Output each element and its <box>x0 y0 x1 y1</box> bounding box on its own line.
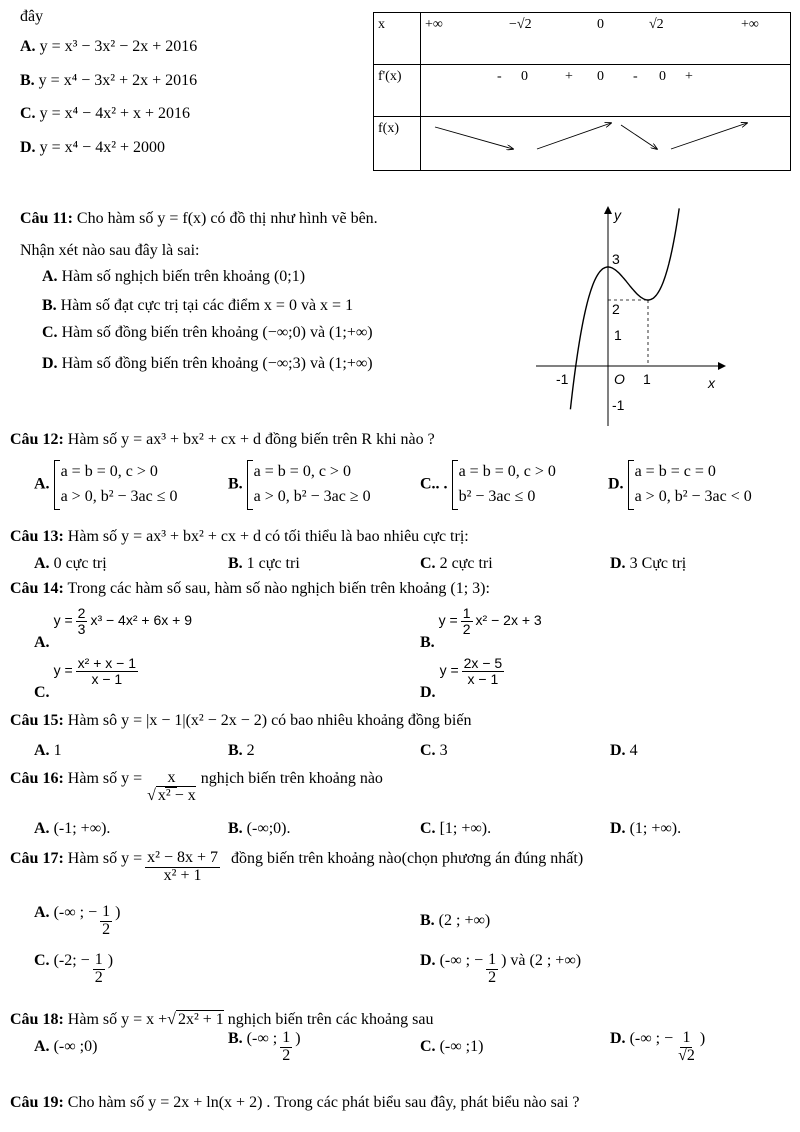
q15-stem <box>10 712 471 730</box>
vt-x-label-cell <box>374 13 421 65</box>
q12-option-c[interactable] <box>420 460 556 510</box>
option-label: D. <box>610 555 626 572</box>
option-label: C. <box>420 742 436 759</box>
formula-part: (-2; − <box>53 951 90 969</box>
option-label: D. <box>608 475 624 493</box>
vt-x-values-cell <box>421 13 791 65</box>
fraction <box>461 606 473 636</box>
system-line: b² − 3ac ≤ 0 <box>458 487 536 505</box>
question-number: Câu 14: <box>10 580 64 597</box>
option-system <box>247 460 371 510</box>
vt-x-value: +∞ <box>741 17 759 32</box>
system-line: a = b = 0, c > 0 <box>60 463 158 480</box>
option-label: C. <box>20 105 36 122</box>
option-system <box>628 460 752 510</box>
formula-part: x³ − 4x² + 6x + 9 <box>90 611 192 628</box>
formula-part: y = <box>439 661 459 678</box>
q14-option-a[interactable] <box>34 605 192 651</box>
vt-f-arrows-cell <box>421 117 791 171</box>
fraction-num: 2 <box>77 605 86 621</box>
fraction-num: x² + x − 1 <box>77 655 136 671</box>
question-number: Câu 18: <box>10 1011 64 1028</box>
option-label: A. <box>20 38 36 55</box>
option-system <box>54 460 178 510</box>
system-line: a = b = c = 0 <box>634 463 716 480</box>
option-label: B. <box>20 72 35 89</box>
fraction <box>100 904 112 939</box>
vt-fp-sign: + <box>565 69 573 84</box>
vt-x-label: x <box>378 17 385 32</box>
option-text: 2 <box>246 742 255 759</box>
formula-part: x² − 2x + 3 <box>475 611 542 628</box>
formula-part: ) <box>107 951 114 969</box>
option-text: 1 <box>53 742 62 759</box>
q13-option-a[interactable] <box>34 555 107 573</box>
option-label: A. <box>34 633 50 651</box>
q12-option-b[interactable] <box>228 460 371 510</box>
option-text: [1; +∞). <box>439 820 492 837</box>
fraction-num: 1 <box>282 1029 291 1046</box>
vt-fp-values-cell <box>421 65 791 117</box>
q14-option-b[interactable] <box>420 605 542 651</box>
q17-option-d[interactable] <box>420 952 581 987</box>
option-label: C.. . <box>420 475 448 493</box>
option-text: 3 <box>439 742 448 759</box>
system-line: a > 0, b² − 3ac ≤ 0 <box>60 487 178 505</box>
option-label: D. <box>42 355 58 372</box>
q13-option-b[interactable] <box>228 555 300 573</box>
option-label: B. <box>228 1029 243 1047</box>
option-formula: y = x⁴ − 3x² + 2x + 2016 <box>38 72 198 89</box>
fraction <box>280 1030 292 1065</box>
fraction <box>93 952 105 987</box>
option-text: Hàm số đạt cực trị tại các điểm x = 0 và x = 1 <box>60 297 354 314</box>
q12-stem <box>10 431 435 449</box>
q16-option-d[interactable] <box>610 820 681 838</box>
option-label: A. <box>34 555 50 572</box>
option-label: B. <box>420 912 435 929</box>
q11-prompt: Nhận xét nào sau đây là sai: <box>20 242 200 259</box>
question-number: Câu 12: <box>10 431 64 448</box>
formula-part: y = <box>121 849 143 867</box>
q17-stem <box>10 850 583 885</box>
option-text: (-1; +∞). <box>53 820 111 837</box>
formula-part: ) và (2 ; +∞) <box>501 951 582 969</box>
question-text: Hàm sô y = |x − 1|(x² − 2x − 2) có bao nhiêu khoảng đồng biến <box>67 712 472 729</box>
prev-option-b[interactable] <box>20 72 197 90</box>
q16-option-b[interactable] <box>228 820 291 838</box>
question-number: Câu 11: <box>20 210 73 227</box>
option-label: D. <box>610 742 626 759</box>
fraction <box>462 656 505 686</box>
vt-fp-label-cell <box>374 65 421 117</box>
question-text: nghịch biến trên các khoảng sau <box>227 1011 434 1028</box>
q18-option-b[interactable] <box>228 1030 301 1065</box>
x-axis-label: x <box>708 375 715 391</box>
q18-option-d[interactable] <box>610 1030 705 1065</box>
option-label: D. <box>20 139 36 156</box>
question-text: nghịch biến trên khoảng nào <box>200 769 383 787</box>
option-text: (-∞;0). <box>246 820 291 837</box>
origin-label: O <box>614 371 625 387</box>
option-label: A. <box>34 903 50 921</box>
arrow-up <box>537 123 611 149</box>
question-text: Hàm số <box>67 849 118 867</box>
q11-option-b[interactable] <box>42 297 353 315</box>
vt-fp-sign: - <box>633 69 638 84</box>
tick-label-ym1: -1 <box>612 397 625 413</box>
option-system <box>452 460 556 510</box>
fraction <box>676 1030 697 1065</box>
option-formula: y = x⁴ − 4x² + 2000 <box>39 139 166 156</box>
q19-stem <box>10 1094 580 1112</box>
formula-part: y = <box>53 661 73 678</box>
option-text: 3 Cực trị <box>629 555 687 572</box>
prev-question-tail: đây <box>20 8 44 25</box>
system-line: a = b = 0, c > 0 <box>458 463 556 480</box>
q16-option-c[interactable] <box>420 820 491 838</box>
tick-label-y3: 3 <box>612 251 620 267</box>
fraction-den: x − 1 <box>91 670 123 687</box>
question-number: Câu 19: <box>10 1094 64 1111</box>
q11-option-d[interactable] <box>42 355 373 373</box>
vt-fp-sign: 0 <box>597 69 604 84</box>
option-text: 4 <box>629 742 638 759</box>
option-text: (2 ; +∞) <box>438 912 491 929</box>
q11-graph <box>530 200 730 428</box>
fraction <box>486 952 498 987</box>
q15-option-c[interactable] <box>420 742 448 760</box>
q14-option-c[interactable] <box>34 655 141 701</box>
fraction-den: 2 <box>462 620 471 637</box>
fraction-num: 1 <box>488 951 497 968</box>
prev-option-c[interactable] <box>20 105 190 123</box>
fraction <box>145 770 198 805</box>
question-text: Cho hàm số y = 2x + ln(x + 2) . Trong các phát biểu sau đây, phát biểu nào sai ? <box>67 1094 580 1111</box>
fraction-num: 1 <box>94 951 103 968</box>
option-label: C. <box>34 951 50 969</box>
option-label: D. <box>420 683 436 701</box>
fraction <box>76 656 138 686</box>
sqrt-content: 2x² + 1 <box>177 1011 224 1028</box>
q18-option-a[interactable] <box>34 1038 97 1056</box>
option-label: B. <box>228 555 243 572</box>
option-label: D. <box>610 820 626 837</box>
q13-option-d[interactable] <box>610 555 686 573</box>
option-label: D. <box>420 951 436 969</box>
system-line: a > 0, b² − 3ac ≥ 0 <box>253 487 371 505</box>
option-text: (-∞ ;1) <box>439 1038 484 1055</box>
q18-stem: Câu 18: Hàm số y = x +√ 2x² + 1 nghịch biến trên các khoảng sau <box>10 1011 434 1028</box>
q11-option-c[interactable] <box>42 324 373 342</box>
question-number: Câu 17: <box>10 849 64 867</box>
formula-part: y = <box>438 611 458 628</box>
vt-fp-sign: + <box>685 69 693 84</box>
option-label: B. <box>228 475 243 493</box>
option-label: A. <box>34 475 50 493</box>
q12-option-a[interactable] <box>34 460 178 510</box>
q17-option-c[interactable] <box>34 952 113 987</box>
q15-option-d[interactable] <box>610 742 638 760</box>
question-text: Trong các hàm số sau, hàm số nào nghịch biến trên khoảng (1; 3): <box>67 580 490 597</box>
q11-option-a[interactable] <box>42 268 305 286</box>
fraction-den: 2 <box>94 968 103 986</box>
vt-x-value: −√2 <box>509 17 532 32</box>
vt-f-label: f(x) <box>378 121 399 136</box>
fraction-den: 2 <box>488 968 497 986</box>
option-label: A. <box>34 1038 50 1055</box>
formula-part: (-∞ ; <box>246 1029 278 1047</box>
prev-option-d[interactable] <box>20 139 165 157</box>
q17-option-a[interactable] <box>34 904 120 939</box>
question-number: Câu 16: <box>10 769 64 787</box>
question-number: Câu 15: <box>10 712 64 729</box>
option-label: A. <box>42 268 58 285</box>
option-label: B. <box>228 820 243 837</box>
formula-part: y = <box>53 611 73 628</box>
prev-option-a[interactable] <box>20 38 197 56</box>
option-text: Hàm số nghịch biến trên khoảng (0;1) <box>61 268 306 285</box>
option-text: (-∞ ;0) <box>53 1038 98 1055</box>
vt-fp-sign: 0 <box>521 69 528 84</box>
option-label: C. <box>420 820 436 837</box>
fraction-den: 3 <box>77 620 86 637</box>
tick-label-x1: 1 <box>643 371 651 387</box>
tick-label-y2: 2 <box>612 301 620 317</box>
q13-stem <box>10 528 469 546</box>
vt-arrows <box>421 117 791 171</box>
q14-stem <box>10 580 490 598</box>
arrow-down <box>621 125 657 149</box>
option-label: B. <box>42 297 57 314</box>
q16-stem <box>10 770 383 805</box>
q17-option-b[interactable] <box>420 912 490 930</box>
system-line: a = b = 0, c > 0 <box>253 463 351 480</box>
fraction-den: √ x² − x <box>147 786 196 804</box>
vt-fp-sign: - <box>497 69 502 84</box>
option-label: C. <box>420 1038 436 1055</box>
tick-label-y1: 1 <box>614 327 622 343</box>
fraction-num: x² − 8x + 7 <box>147 849 218 866</box>
q15-option-a[interactable] <box>34 742 62 760</box>
option-label: B. <box>228 742 243 759</box>
option-text: Hàm số đồng biến trên khoảng (−∞;0) và (1;+∞) <box>61 324 373 341</box>
formula-part: ) <box>699 1029 706 1047</box>
question-text: đồng biến trên khoảng nào(chọn phương án đúng nhất) <box>230 849 584 867</box>
formula-part: (-∞ ; − <box>439 951 484 969</box>
arrow-up <box>671 123 747 149</box>
vt-x-value: √2 <box>649 17 664 32</box>
fraction-den: 2 <box>282 1046 291 1064</box>
option-label: C. <box>420 555 436 572</box>
option-label: A. <box>34 820 50 837</box>
tick-label-xm1: -1 <box>556 371 569 387</box>
q18-option-c[interactable] <box>420 1038 483 1056</box>
vt-f-label-cell <box>374 117 421 171</box>
q11-stem <box>20 210 378 228</box>
q16-option-a[interactable] <box>34 820 110 838</box>
option-label: D. <box>610 1029 626 1047</box>
question-text: Hàm số <box>67 769 118 787</box>
formula-part: (-∞ ; − <box>629 1029 674 1047</box>
option-text: (1; +∞). <box>629 820 682 837</box>
question-text: Hàm số y = ax³ + bx² + cx + d đồng biến trên R khi nào ? <box>67 431 435 448</box>
formula-part: Hàm số y = x + <box>67 1011 168 1028</box>
q13-option-c[interactable] <box>420 555 493 573</box>
fraction <box>76 606 88 636</box>
arrow-down <box>435 127 513 149</box>
system-line: a > 0, b² − 3ac < 0 <box>634 487 752 505</box>
q12-option-d[interactable] <box>608 460 752 510</box>
option-formula: y = x³ − 3x² − 2x + 2016 <box>39 38 198 55</box>
formula-part: ) <box>295 1029 301 1047</box>
fraction-den: √2 <box>678 1046 695 1064</box>
formula-part: y = <box>121 769 143 787</box>
option-label: A. <box>34 742 50 759</box>
vt-fp-label: f'(x) <box>378 69 402 84</box>
fraction-num: 1 <box>682 1029 691 1046</box>
fraction-den: 2 <box>102 920 111 938</box>
option-label: C. <box>42 324 58 341</box>
vt-x-value: 0 <box>597 17 604 32</box>
option-text: 2 cực tri <box>439 555 493 572</box>
option-label: B. <box>420 633 435 651</box>
vt-x-value: +∞ <box>425 17 443 32</box>
q14-option-d[interactable] <box>420 655 507 701</box>
fraction-num: 2x − 5 <box>463 655 503 671</box>
question-number: Câu 13: <box>10 528 64 545</box>
fraction-num: 1 <box>462 605 471 621</box>
fraction-den: x² + 1 <box>163 866 202 884</box>
option-text: 0 cực trị <box>53 555 107 572</box>
formula-part: (-∞ ; − <box>53 903 98 921</box>
q15-option-b[interactable] <box>228 742 255 760</box>
option-text: 1 cực tri <box>246 555 300 572</box>
fraction-num: x <box>167 769 176 786</box>
y-axis-label: y <box>614 207 621 223</box>
option-formula: y = x⁴ − 4x² + x + 2016 <box>39 105 191 122</box>
sqrt-content: x² − x <box>157 786 196 804</box>
fraction <box>145 850 220 885</box>
variation-table <box>373 12 791 171</box>
option-text: Hàm số đồng biến trên khoảng (−∞;3) và (1;+∞) <box>61 355 373 372</box>
option-label: C. <box>34 683 50 701</box>
question-text: Cho hàm số y = f(x) có đồ thị như hình vẽ bên. <box>76 210 378 227</box>
vt-fp-sign: 0 <box>659 69 666 84</box>
fraction-num: 1 <box>102 903 111 920</box>
fraction-den: x − 1 <box>467 670 499 687</box>
formula-part: ) <box>115 903 121 921</box>
question-text: Hàm số y = ax³ + bx² + cx + d có tối thiểu là bao nhiêu cực trị: <box>67 528 469 545</box>
